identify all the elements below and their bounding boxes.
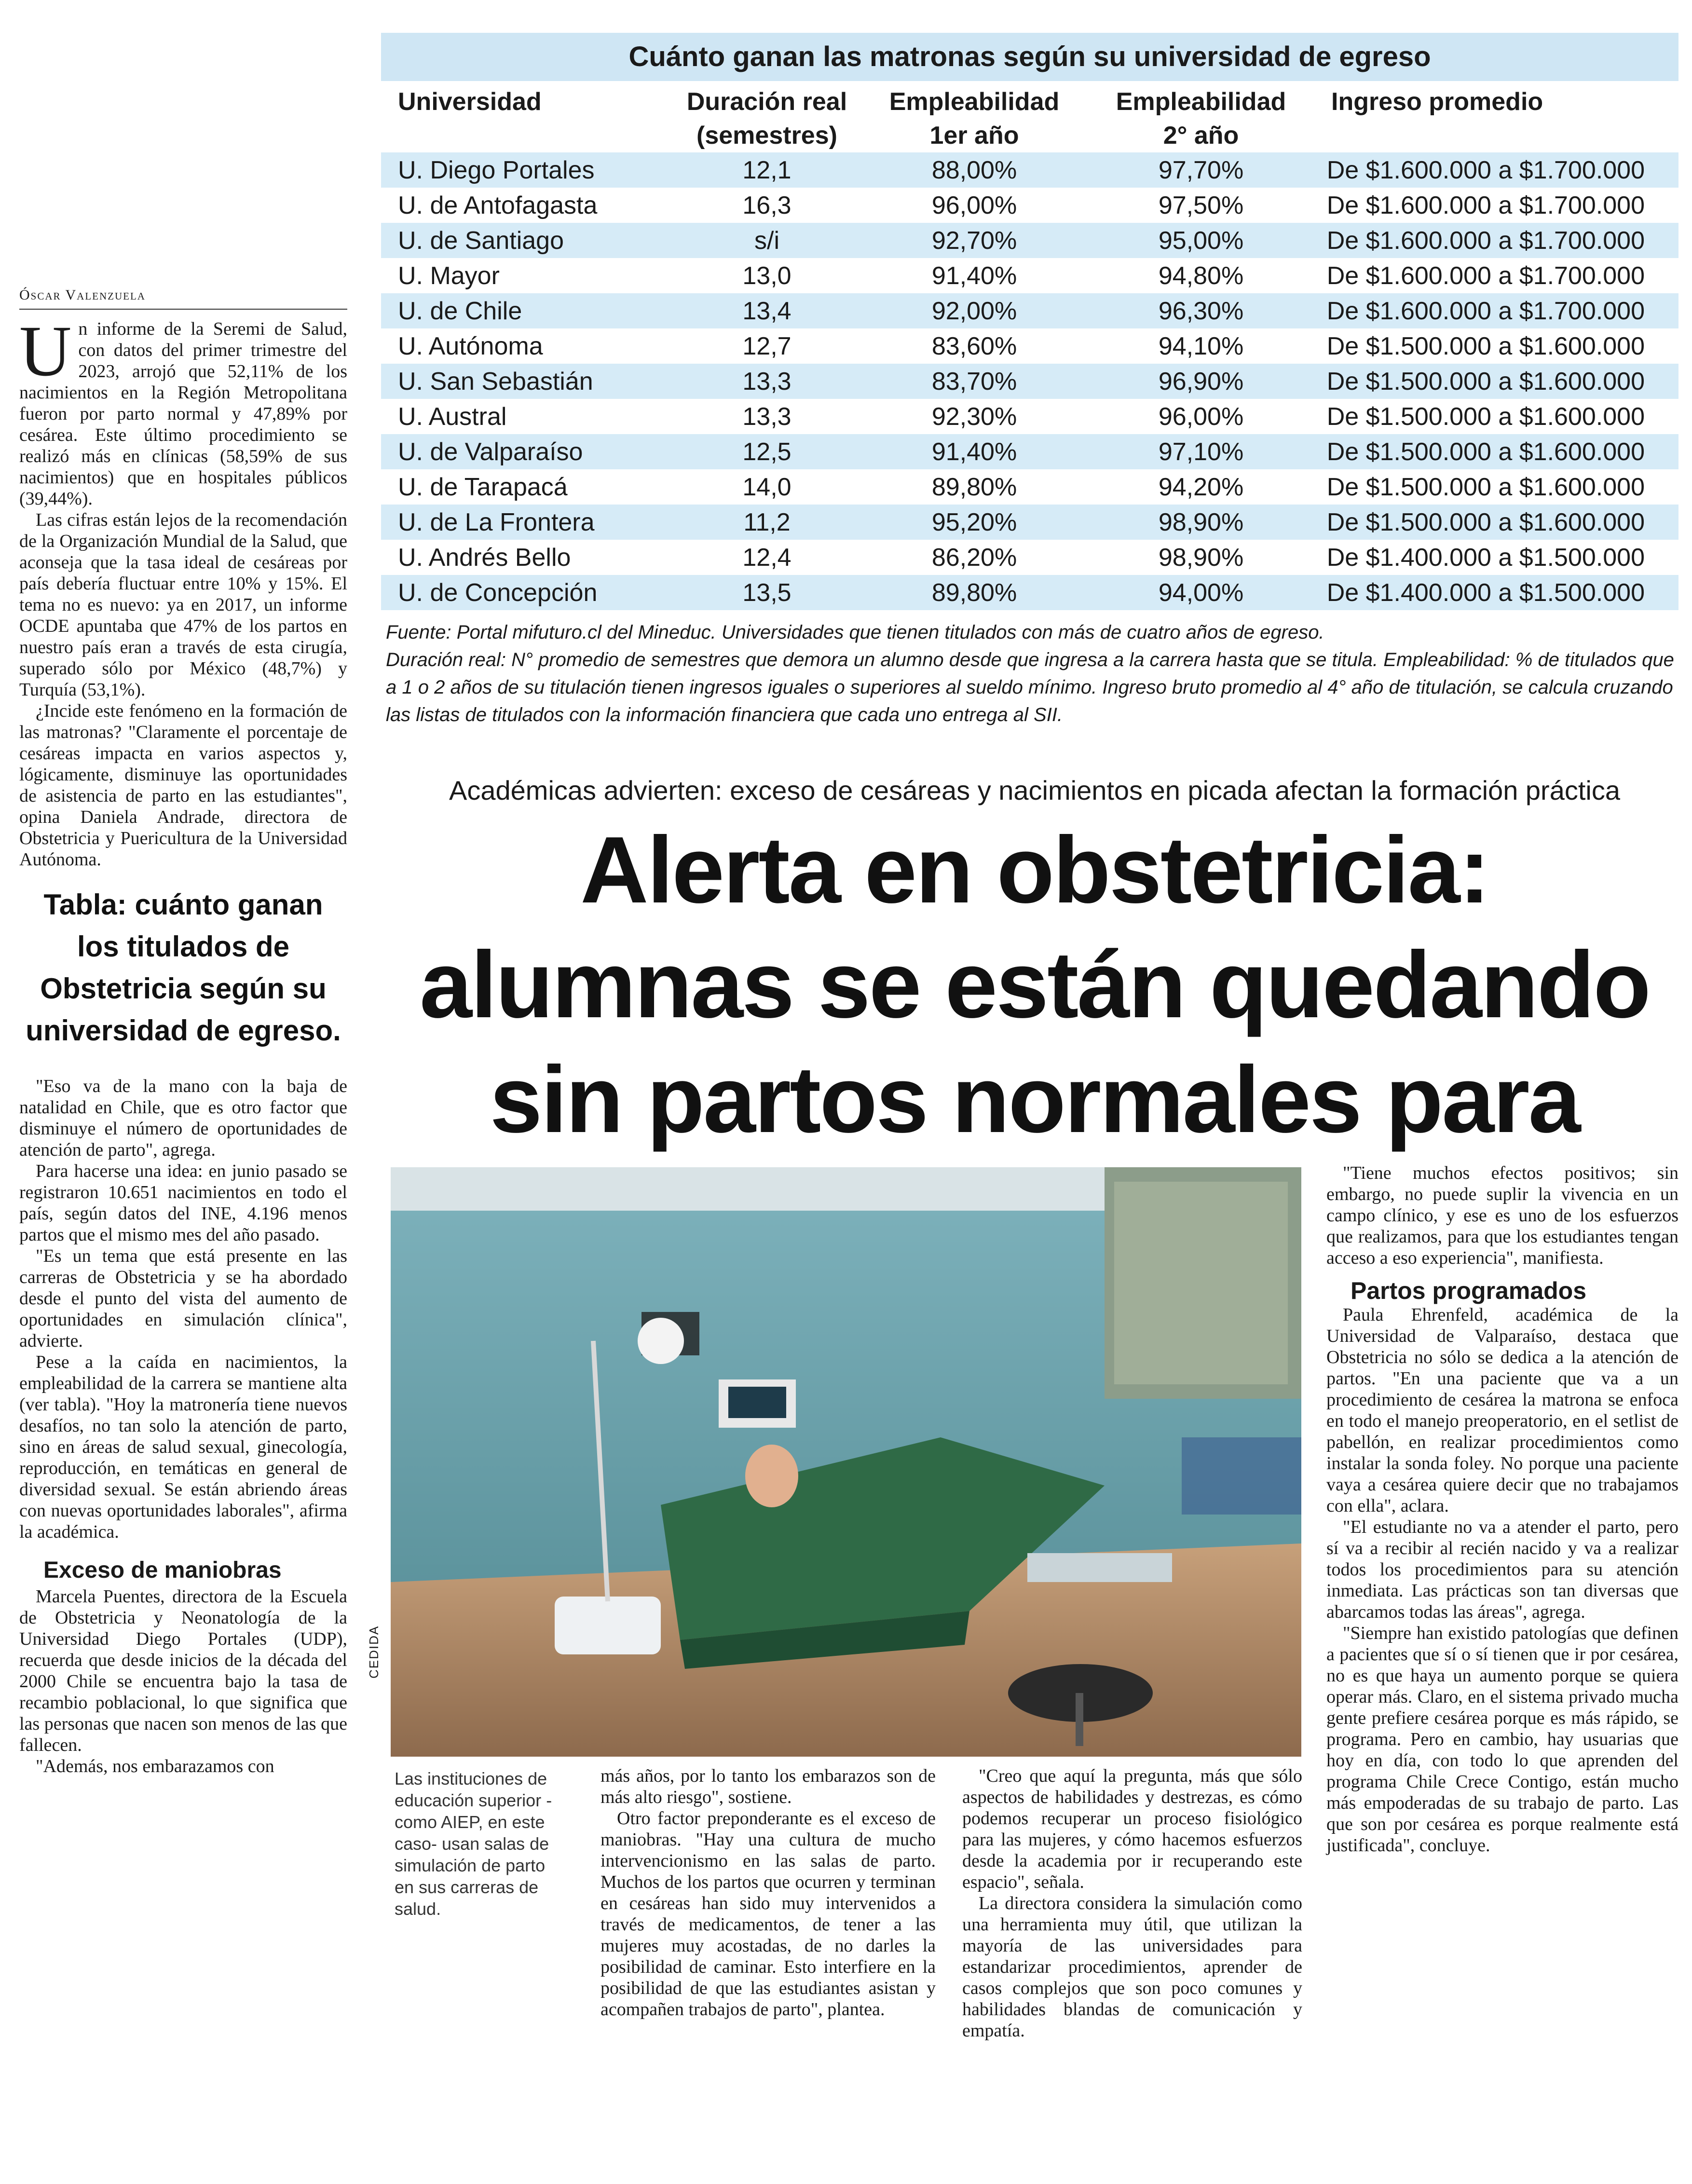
cell-ingreso: De $1.600.000 a $1.700.000 — [1326, 191, 1645, 219]
cell-universidad: U. de Valparaíso — [381, 434, 673, 469]
paragraph: más años, por lo tanto los embarazos son de más alto riesgo", sostiene. — [600, 1766, 936, 1807]
paragraph: "Eso va de la mano con la baja de natalidad en Chile, que es otro factor que disminuye el número de oportunidades de atención de parto", agrega. — [19, 1076, 347, 1160]
table-header-row — [381, 81, 1678, 152]
cell-empleabilidad-1: 89,80% — [861, 575, 1088, 610]
cell-universidad: U. San Sebastián — [381, 364, 673, 399]
cell-ingreso: De $1.500.000 a $1.600.000 — [1326, 473, 1645, 501]
byline: Óscar Valenzuela — [19, 285, 347, 310]
drop-cap: U — [19, 311, 72, 391]
photo-illustration — [391, 1167, 1301, 1757]
column-3 — [962, 1765, 1302, 2041]
table-row — [381, 575, 1678, 610]
paragraph: "Tiene muchos efectos positivos; sin embargo, no puede suplir la vivencia en un campo clínico, y ese es uno de los esfuerzos que realizamos, para que los estudiantes tengan acceso a eso experiencia", manifiesta. — [1326, 1163, 1678, 1268]
simulation-room-photo — [391, 1167, 1301, 1757]
cell-empleabilidad-1: 86,20% — [931, 543, 1017, 572]
header-ingreso: Ingreso promedio — [1331, 88, 1543, 116]
paragraph: "El estudiante no va a atender el parto, pero sí va a recibir al recién nacido y va a realizar todos los procedimientos para su atención inmediata. Las prácticas son tan diversas que abarcamos todas las áreas", agrega. — [1326, 1517, 1678, 1622]
table-row — [381, 399, 1678, 434]
cell-universidad: U. de Tarapacá — [398, 473, 568, 501]
cell-empleabilidad-2: 97,70% — [1088, 152, 1314, 188]
table-row — [381, 434, 1678, 469]
table-row — [381, 258, 1678, 293]
cell-universidad: U. Mayor — [398, 261, 500, 290]
column-4 — [1326, 1162, 1678, 1856]
kicker: Académicas advierten: exceso de cesáreas y nacimientos en picada afectan la formación práctica — [449, 775, 1620, 805]
table-row — [381, 540, 1678, 575]
paragraph: Paula Ehrenfeld, académica de la Universidad de Valparaíso, destaca que Obstetricia no sólo se dedica a la atención de partos. "En una paciente que va a un procedimiento de cesárea la matrona se enfoca en todo el manejo preoperatorio, en el setlist de pabellón, en realizar procedimientos como instalar la sonda foley. No porque una paciente vaya a cesárea quiere decir que no trabajamos con ella", aclara. — [1326, 1305, 1678, 1516]
table-source: Fuente: Portal mifuturo.cl del Mineduc. Universidades que tienen titulados con más de cuatro años de egreso. — [386, 622, 1324, 643]
table-row — [381, 505, 1678, 540]
header-duracion: Duración real (semestres) — [686, 88, 847, 150]
cell-ingreso: De $1.400.000 a $1.500.000 — [1314, 575, 1678, 610]
cell-empleabilidad-2: 98,90% — [1158, 543, 1244, 572]
subhead-partos-programados: Partos programados — [1351, 1277, 1587, 1304]
cell-ingreso: De $1.400.000 a $1.500.000 — [1326, 543, 1645, 572]
cell-universidad: U. Autónoma — [398, 332, 543, 360]
paragraph: "Es un tema que está presente en las carreras de Obstetricia y se ha abordado desde el punto del vista del aumento de oportunidades en simulación clínica", advierte. — [19, 1246, 347, 1351]
cell-universidad: U. Austral — [398, 402, 507, 431]
salary-table-box — [381, 33, 1678, 729]
photo-caption: Las instituciones de educación superior -como AIEP, en este caso- usan salas de simulación de parto en sus carreras de salud. — [395, 1769, 552, 1919]
cell-ingreso: De $1.500.000 a $1.600.000 — [1326, 402, 1645, 431]
table-title: Cuánto ganan las matronas según su universidad de egreso — [381, 33, 1678, 81]
cell-duracion: 14,0 — [742, 473, 791, 501]
table-notes — [386, 619, 1678, 729]
cell-empleabilidad-2: 96,90% — [1088, 364, 1314, 399]
cell-empleabilidad-2: 94,80% — [1158, 261, 1244, 290]
header-universidad: Universidad — [398, 88, 542, 116]
cell-ingreso: De $1.500.000 a $1.600.000 — [1314, 364, 1678, 399]
cell-empleabilidad-1: 95,20% — [861, 505, 1088, 540]
paragraph: "Creo que aquí la pregunta, más que sólo aspectos de habilidades y destrezas, es cómo podemos recuperar un proceso fisiológico para las mujeres, y cómo hacemos esfuerzos desde la academia por ir recuperando este espacio", señala. — [962, 1766, 1302, 1892]
cell-ingreso: De $1.500.000 a $1.600.000 — [1326, 332, 1645, 360]
paragraph: "Siempre han existido patologías que definen a pacientes que sí o sí tienen que ir por cesárea, no es que haya un aumento porque se quiera operar más. Claro, en el sistema privado mucha gente prefiere cesárea porque es más rápido, se programa. Pero en cambio, hay usuarias que hoy en día, con todo lo que aprenden del programa Chile Crece Contigo, están mucho más empoderadas de su trabajo de parto. Las que son por cesárea es porque realmente está justificada", concluye. — [1326, 1623, 1678, 1856]
cell-empleabilidad-2: 98,90% — [1088, 505, 1314, 540]
table-row — [381, 328, 1678, 364]
cell-ingreso: De $1.500.000 a $1.600.000 — [1314, 434, 1678, 469]
cell-empleabilidad-1: 83,70% — [861, 364, 1088, 399]
paragraph: Las cifras están lejos de la recomendación de la Organización Mundial de la Salud, que aconseja que la tasa ideal de cesáreas por país debería fluctuar entre 10% y 15%. El tema no es nuevo: ya en 2017, un informe OCDE apuntaba que 47% de los partos en nuestro país eran a través de esta cirugía, superado sólo por México (48,7%) y Turquía (53,1%). — [19, 510, 347, 700]
paragraph: ¿Incide este fenómeno en la formación de las matronas? "Claramente el porcentaje de cesáreas impacta en varios aspectos y, lógicamente, disminuye las oportunidades de asistencia de parto en las estudiantes", opina Daniela Andrade, directora de Obstetricia y Puericultura de la Universidad Autónoma. — [19, 701, 347, 870]
column-2 — [600, 1765, 936, 2020]
cell-empleabilidad-2: 97,10% — [1088, 434, 1314, 469]
headline: Alerta en obstetricia: alumnas se están quedando sin partos normales para — [420, 817, 1650, 1152]
paragraph: Otro factor preponderante es el exceso de maniobras. "Hay una cultura de mucho intervencionismo en las salas de parto. Muchos de los partos que ocurren y terminan en cesáreas han sido muy intervenidos a través de medicamentos, de tener a las mujeres muy acostadas, de no darles la posibilidad de caminar. Esto interfiere en la posibilidad de que las estudiantes asistan y acompañen trabajos de parto", plantea. — [600, 1808, 936, 2020]
cell-empleabilidad-1: 91,40% — [861, 434, 1088, 469]
cell-universidad: U. de Chile — [381, 293, 673, 328]
cell-duracion: 13,0 — [742, 261, 791, 290]
table-row — [381, 469, 1678, 505]
paragraph: Pese a la caída en nacimientos, la empleabilidad de la carrera se mantiene alta (ver tabla). "Hoy la matronería tiene nuevos desafíos, no tan solo la atención de parto, sino en áreas de salud sexual, ginecología, reproducción, en temáticas en general de diversidad sexual. Se están abriendo áreas con nuevas oportunidades laborales", afirma la académica. — [19, 1352, 347, 1542]
cell-duracion: 12,1 — [673, 152, 861, 188]
left-column — [19, 285, 347, 1777]
cell-duracion: 13,3 — [673, 364, 861, 399]
salary-table — [381, 81, 1678, 610]
cell-ingreso: De $1.600.000 a $1.700.000 — [1314, 293, 1678, 328]
paragraph: La directora considera la simulación como una herramienta muy útil, que utilizan la mayoría de las universidades para estandarizar procedimientos, aprender de casos complejos que son poco comunes y habilidades blandas de comunicación y empatía. — [962, 1893, 1302, 2041]
cell-empleabilidad-1: 92,00% — [861, 293, 1088, 328]
cell-duracion: 13,5 — [673, 575, 861, 610]
table-definitions: Duración real: N° promedio de semestres que demora un alumno desde que ingresa a la carrera hasta que se titula. Empleabilidad: % de titulados que a 1 o 2 años de su titulación tienen ingresos iguales o superiores al sueldo mínimo. Ingreso bruto promedio al 4° año de titulación, se calcula cruzando las listas de titulados con la información financiera que cada uno entrega al SII. — [386, 649, 1674, 725]
photo-credit: CEDIDA — [367, 1625, 381, 1679]
cell-duracion: 12,5 — [673, 434, 861, 469]
cell-empleabilidad-2: 94,10% — [1158, 332, 1244, 360]
cell-empleabilidad-1: 89,80% — [931, 473, 1017, 501]
lead-paragraph: Un informe de la Seremi de Salud, con datos del primer trimestre del 2023, arrojó que 52,11% de los nacimientos en la Región Metropolitana fueron por parto normal y 47,89% por cesárea. Este último procedimiento se realizó más en clínicas (58,59% de sus nacimientos) que en hospitales públicos (39,44%). — [19, 311, 347, 509]
cell-duracion: 12,7 — [742, 332, 791, 360]
cell-empleabilidad-1: 96,00% — [931, 191, 1017, 219]
cell-empleabilidad-2: 97,50% — [1158, 191, 1244, 219]
cell-universidad: U. de Antofagasta — [398, 191, 598, 219]
cell-empleabilidad-2: 96,00% — [1158, 402, 1244, 431]
cell-empleabilidad-2: 95,00% — [1088, 223, 1314, 258]
cell-ingreso: De $1.500.000 a $1.600.000 — [1314, 505, 1678, 540]
cell-universidad: U. Andrés Bello — [398, 543, 571, 572]
cell-ingreso: De $1.600.000 a $1.700.000 — [1314, 223, 1678, 258]
pull-quote: Tabla: cuánto ganan los titulados de Obstetricia según su universidad de egreso. — [26, 888, 341, 1047]
cell-duracion: 13,4 — [673, 293, 861, 328]
cell-empleabilidad-1: 92,30% — [931, 402, 1017, 431]
cell-empleabilidad-1: 92,70% — [861, 223, 1088, 258]
table-row — [381, 188, 1678, 223]
paragraph: Para hacerse una idea: en junio pasado se registraron 10.651 nacimientos en todo el país, según datos del INE, 4.196 menos partos que el mismo mes del año pasado. — [19, 1161, 347, 1245]
cell-duracion: 16,3 — [742, 191, 791, 219]
table-row — [381, 152, 1678, 188]
table-row — [381, 293, 1678, 328]
cell-empleabilidad-1: 91,40% — [931, 261, 1017, 290]
table-row — [381, 223, 1678, 258]
cell-duracion: 13,3 — [742, 402, 791, 431]
cell-empleabilidad-2: 94,20% — [1158, 473, 1244, 501]
header-empleabilidad-1: Empleabilidad 1er año — [889, 88, 1060, 150]
cell-empleabilidad-1: 88,00% — [861, 152, 1088, 188]
cell-universidad: U. de La Frontera — [381, 505, 673, 540]
cell-duracion: s/i — [673, 223, 861, 258]
paragraph: Marcela Puentes, directora de la Escuela de Obstetricia y Neonatología de la Universidad Diego Portales (UDP), recuerda que desde inicios de la década del 2000 Chile se encuentra bajo la tasa de recambio poblacional, lo que significa que las personas que nacen son menos de las que fallecen. — [19, 1586, 347, 1755]
cell-universidad: U. Diego Portales — [381, 152, 673, 188]
cell-universidad: U. de Santiago — [381, 223, 673, 258]
cell-ingreso: De $1.600.000 a $1.700.000 — [1326, 261, 1645, 290]
subhead-exceso: Exceso de maniobras — [43, 1557, 282, 1583]
header-empleabilidad-2: Empleabilidad 2° año — [1116, 88, 1286, 150]
cell-universidad: U. de Concepción — [381, 575, 673, 610]
cell-empleabilidad-1: 83,60% — [931, 332, 1017, 360]
cell-empleabilidad-2: 96,30% — [1088, 293, 1314, 328]
cell-ingreso: De $1.600.000 a $1.700.000 — [1314, 152, 1678, 188]
table-row — [381, 364, 1678, 399]
cell-duracion: 11,2 — [673, 505, 861, 540]
cell-duracion: 12,4 — [742, 543, 791, 572]
cell-empleabilidad-2: 94,00% — [1088, 575, 1314, 610]
paragraph: "Además, nos embarazamos con — [36, 1756, 274, 1776]
